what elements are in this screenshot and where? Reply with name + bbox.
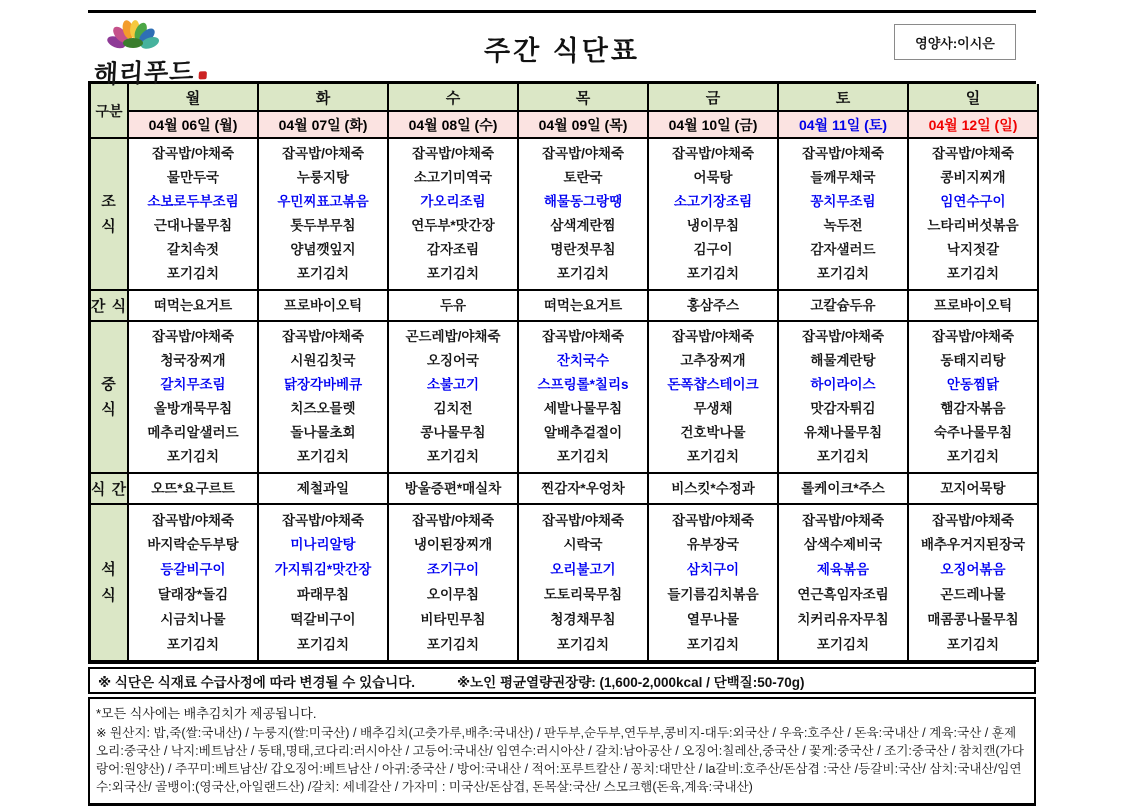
- menu-cell: [649, 291, 779, 322]
- menu-item: 해물동그랑땡: [543, 194, 623, 210]
- menu-item: 잡곡밥/야채죽: [542, 512, 624, 528]
- day-name: 수: [389, 84, 519, 112]
- menu-item: 유채나물무침: [803, 425, 883, 441]
- menu-item: 갈치무조림: [160, 377, 226, 393]
- menu-item: 잡곡밥/야채죽: [672, 512, 754, 528]
- menu-item: 갈치속젓: [166, 242, 220, 258]
- logo-stamp-icon: [198, 71, 206, 79]
- menu-item: 잔치국수: [556, 353, 610, 369]
- menu-item: 꼬지어묵탕: [940, 480, 1006, 496]
- menu-cell: [519, 474, 649, 505]
- menu-item: 맛감자튀김: [810, 401, 876, 417]
- menu-item: 제철과일: [296, 480, 350, 496]
- origin-info: ※ 원산지: 밥,죽(쌀:국내산) / 누룽지(쌀:미국산) / 배추김치(고춧가루,배추:국내산) / 판두부,순두부,연두부,콩비지-대두:외국산 / 우육:호주산 / 돈육:국내산 / 계육:국산 / 훈제오리:중국산 / 낙지:베트남산 / 동태,명태,코다리:러시아산 / 고등어:국내산/ 임연수:러시아산 / 갈치:남아공산 / 오징어:칠레산,중국산 / 꽃게:중국산 / 조기:중국산 / 참치캔(가다랑어:원양산) / 주꾸미:베트남산/ 갑오징어:베트남산 / 아귀:중국산 / 방어:국내산 / 적어:포루트칼산 / 꽁치:대만산 / la갈비:호주산/돈삼겹 :국산 /등갈비:국산/ 삼치:국내산/임연수:외국산/ 골뱅이:(영국산,아일랜드산) /갈치: 세네갈산 / 가자미 : 미국산/돈삼겹, 돈목살:국산/ 스모크햄(돈육,계육:국내산): [96, 726, 1024, 794]
- meal-plan-sheet: [88, 10, 1036, 806]
- menu-item: 안동찜닭: [946, 377, 1000, 393]
- menu-cell: [909, 505, 1039, 662]
- menu-item: 포기김치: [946, 636, 1000, 652]
- menu-cell: [779, 291, 909, 322]
- menu-item: 포기김치: [166, 449, 220, 465]
- menu-item: 포기김치: [816, 266, 870, 282]
- menu-item: 잡곡밥/야채죽: [282, 146, 364, 162]
- menu-item: 느타리버섯볶음: [927, 218, 1019, 234]
- menu-cell: [129, 474, 259, 505]
- menu-item: 소보로두부조림: [147, 194, 239, 210]
- menu-item: 포기김치: [166, 266, 220, 282]
- corner-label: 구분: [91, 84, 129, 139]
- row-label: 간 식: [91, 291, 129, 322]
- menu-cell: [259, 322, 389, 474]
- menu-cell: [129, 505, 259, 662]
- menu-item: 포기김치: [686, 449, 740, 465]
- menu-item: 곤드레밥/야채죽: [405, 329, 501, 345]
- menu-item: 포기김치: [686, 266, 740, 282]
- menu-item: 떡갈비구이: [290, 611, 356, 627]
- nutritionist-badge: 영양사:이시은: [894, 24, 1016, 60]
- menu-item: 곤드레나물: [940, 587, 1006, 603]
- menu-item: 숙주나물무침: [933, 425, 1013, 441]
- menu-item: 연두부*맛간장: [411, 218, 495, 234]
- menu-item: 가오리조림: [420, 194, 486, 210]
- menu-item: 가지튀김*맛간장: [274, 562, 372, 578]
- menu-item: 고칼슘두유: [810, 297, 876, 313]
- menu-item: 포기김치: [296, 449, 350, 465]
- menu-item: 고추장찌개: [680, 353, 746, 369]
- menu-item: 포기김치: [556, 636, 610, 652]
- menu-cell: [519, 139, 649, 291]
- menu-item: 올방개묵무침: [153, 401, 233, 417]
- menu-cell: [649, 474, 779, 505]
- menu-item: 잡곡밥/야채죽: [932, 146, 1014, 162]
- menu-item: 냉이된장찌개: [413, 537, 493, 553]
- menu-item: 잡곡밥/야채죽: [412, 146, 494, 162]
- menu-table: [88, 81, 1036, 664]
- menu-item: 포기김치: [946, 266, 1000, 282]
- menu-item: 잡곡밥/야채죽: [932, 329, 1014, 345]
- menu-item: 달래장*돌김: [157, 587, 229, 603]
- menu-item: 오징어국: [426, 353, 480, 369]
- day-date: 04월 09일 (목): [519, 112, 649, 139]
- menu-item: 임연수구이: [940, 194, 1006, 210]
- menu-item: 잡곡밥/야채죽: [672, 329, 754, 345]
- menu-cell: [389, 505, 519, 662]
- day-date: 04월 11일 (토): [779, 112, 909, 139]
- menu-item: 포기김치: [426, 266, 480, 282]
- menu-item: 김구이: [693, 242, 733, 258]
- menu-item: 잡곡밥/야채죽: [412, 512, 494, 528]
- menu-item: 닭장각바베큐: [283, 377, 363, 393]
- page-title: 주간 식단표: [484, 36, 640, 66]
- menu-cell: [779, 322, 909, 474]
- menu-cell: [779, 474, 909, 505]
- menu-cell: [519, 291, 649, 322]
- menu-cell: [129, 139, 259, 291]
- menu-cell: [519, 505, 649, 662]
- menu-item: 방울증편*매실차: [404, 480, 502, 496]
- menu-cell: [519, 322, 649, 474]
- menu-item: 잡곡밥/야채죽: [802, 146, 884, 162]
- menu-item: 스프링롤*칠리s: [537, 377, 629, 393]
- menu-item: 김치전: [433, 401, 473, 417]
- menu-cell: [909, 291, 1039, 322]
- menu-item: 무생채: [693, 401, 733, 417]
- menu-item: 해물계란탕: [810, 353, 876, 369]
- menu-item: 오리불고기: [550, 562, 616, 578]
- menu-item: 양념깻잎지: [290, 242, 356, 258]
- menu-item: 햄감자볶음: [940, 401, 1006, 417]
- menu-cell: [389, 322, 519, 474]
- menu-item: 소고기미역국: [413, 170, 493, 186]
- menu-item: 삼색계란찜: [550, 218, 616, 234]
- notice-change: ※ 식단은 식재료 수급사정에 따라 변경될 수 있습니다.: [98, 674, 415, 690]
- menu-item: 프로바이오틱: [283, 297, 363, 313]
- menu-item: 포기김치: [816, 636, 870, 652]
- menu-cell: [649, 322, 779, 474]
- menu-item: 시락국: [563, 537, 603, 553]
- menu-item: 잡곡밥/야채죽: [282, 329, 364, 345]
- notice-bar: [88, 667, 1036, 694]
- day-date: 04월 12일 (일): [909, 112, 1039, 139]
- menu-item: 배추우거지된장국: [920, 537, 1026, 553]
- menu-item: 포기김치: [556, 266, 610, 282]
- menu-item: 두유: [439, 297, 467, 313]
- menu-item: 매콤콩나물무침: [927, 611, 1019, 627]
- menu-cell: [389, 139, 519, 291]
- menu-item: 들기름김치볶음: [667, 587, 759, 603]
- menu-item: 물만두국: [166, 170, 220, 186]
- menu-item: 꽁치무조림: [810, 194, 876, 210]
- menu-item: 녹두전: [823, 218, 863, 234]
- menu-item: 포기김치: [296, 636, 350, 652]
- menu-item: 잡곡밥/야채죽: [542, 146, 624, 162]
- day-date: 04월 06일 (월): [129, 112, 259, 139]
- day-name: 금: [649, 84, 779, 112]
- menu-item: 잡곡밥/야채죽: [152, 512, 234, 528]
- menu-item: 하이라이스: [810, 377, 876, 393]
- menu-item: 포기김치: [296, 266, 350, 282]
- row-label: 석식: [91, 505, 129, 662]
- menu-item: 알배추겉절이: [543, 425, 623, 441]
- menu-item: 삼색수제비국: [803, 537, 883, 553]
- menu-cell: [779, 139, 909, 291]
- menu-item: 잡곡밥/야채죽: [802, 329, 884, 345]
- menu-item: 비타민무침: [420, 611, 486, 627]
- menu-item: 콩비지찌개: [940, 170, 1006, 186]
- menu-item: 세발나물무침: [543, 401, 623, 417]
- menu-item: 돈폭챱스테이크: [667, 377, 759, 393]
- menu-cell: [649, 139, 779, 291]
- menu-item: 연근흑임자조림: [797, 587, 889, 603]
- menu-item: 잡곡밥/야채죽: [672, 146, 754, 162]
- menu-item: 토란국: [563, 170, 603, 186]
- menu-item: 제육볶음: [816, 562, 870, 578]
- menu-item: 치커리유자무침: [797, 611, 889, 627]
- menu-item: 시원김칫국: [290, 353, 356, 369]
- day-name: 일: [909, 84, 1039, 112]
- menu-item: 명란젓무침: [550, 242, 616, 258]
- menu-item: 우민찌표고볶음: [277, 194, 369, 210]
- menu-item: 돌나물초회: [290, 425, 356, 441]
- menu-item: 떠먹는요거트: [153, 297, 233, 313]
- menu-item: 감자샐러드: [810, 242, 876, 258]
- menu-item: 누룽지탕: [296, 170, 350, 186]
- menu-item: 프로바이오틱: [933, 297, 1013, 313]
- day-name: 화: [259, 84, 389, 112]
- menu-item: 도토리묵무침: [543, 587, 623, 603]
- menu-item: 등갈비구이: [160, 562, 226, 578]
- menu-item: 냉이무침: [686, 218, 740, 234]
- menu-item: 포기김치: [426, 636, 480, 652]
- menu-item: 삼치구이: [686, 562, 740, 578]
- menu-item: 바지락순두부탕: [147, 537, 239, 553]
- menu-item: 시금치나물: [160, 611, 226, 627]
- row-label: 식 간: [91, 474, 129, 505]
- row-label: 조식: [91, 139, 129, 291]
- menu-item: 유부장국: [686, 537, 740, 553]
- menu-item: 소불고기: [426, 377, 480, 393]
- menu-cell: [129, 322, 259, 474]
- row-label: 중식: [91, 322, 129, 474]
- menu-item: 건호박나물: [680, 425, 746, 441]
- menu-cell: [779, 505, 909, 662]
- menu-item: 파래무침: [296, 587, 350, 603]
- menu-item: 떠먹는요거트: [543, 297, 623, 313]
- menu-item: 비스킷*수정과: [671, 480, 755, 496]
- menu-item: 포기김치: [816, 449, 870, 465]
- menu-item: 잡곡밥/야채죽: [932, 512, 1014, 528]
- menu-item: 콩나물무침: [420, 425, 486, 441]
- menu-cell: [389, 291, 519, 322]
- menu-cell: [259, 474, 389, 505]
- menu-item: 포기김치: [556, 449, 610, 465]
- kimchi-note: *모든 식사에는 배추김치가 제공됩니다.: [96, 706, 317, 721]
- menu-item: 근대나물무침: [153, 218, 233, 234]
- menu-item: 조기구이: [426, 562, 480, 578]
- menu-item: 잡곡밥/야채죽: [802, 512, 884, 528]
- menu-item: 롤케이크*주스: [801, 480, 885, 496]
- menu-item: 톳두부무침: [290, 218, 356, 234]
- menu-cell: [259, 505, 389, 662]
- menu-cell: [909, 139, 1039, 291]
- menu-item: 포기김치: [686, 636, 740, 652]
- menu-item: 어묵탕: [693, 170, 733, 186]
- day-name: 목: [519, 84, 649, 112]
- menu-item: 홍삼주스: [686, 297, 740, 313]
- menu-item: 포기김치: [946, 449, 1000, 465]
- menu-item: 메추리알샐러드: [147, 425, 239, 441]
- menu-cell: [259, 139, 389, 291]
- menu-item: 잡곡밥/야채죽: [282, 512, 364, 528]
- footer-box: [88, 697, 1036, 806]
- day-date: 04월 07일 (화): [259, 112, 389, 139]
- menu-item: 치즈오믈렛: [290, 401, 356, 417]
- menu-item: 청경채무침: [550, 611, 616, 627]
- day-date: 04월 10일 (금): [649, 112, 779, 139]
- menu-cell: [129, 291, 259, 322]
- menu-item: 오징어볶음: [940, 562, 1006, 578]
- menu-item: 오뜨*요구르트: [151, 480, 235, 496]
- menu-cell: [649, 505, 779, 662]
- logo-brand-text: 해리푸드: [93, 49, 275, 91]
- menu-item: 잡곡밥/야채죽: [152, 329, 234, 345]
- menu-item: 열무나물: [686, 611, 740, 627]
- menu-item: 청국장찌개: [160, 353, 226, 369]
- notice-calorie: ※노인 평균열량권장량: (1,600-2,000kcal / 단백질:50-70g): [457, 674, 805, 690]
- menu-cell: [389, 474, 519, 505]
- menu-item: 잡곡밥/야채죽: [152, 146, 234, 162]
- menu-item: 잡곡밥/야채죽: [542, 329, 624, 345]
- menu-item: 소고기장조림: [673, 194, 753, 210]
- menu-item: 포기김치: [166, 636, 220, 652]
- menu-cell: [909, 474, 1039, 505]
- page-header: [88, 13, 1036, 90]
- menu-item: 감자조림: [426, 242, 480, 258]
- menu-item: 낙지젓갈: [946, 242, 1000, 258]
- menu-item: 동태지리탕: [940, 353, 1006, 369]
- menu-cell: [259, 291, 389, 322]
- menu-cell: [909, 322, 1039, 474]
- menu-item: 들깨무채국: [810, 170, 876, 186]
- menu-item: 미나리알탕: [290, 537, 356, 553]
- menu-item: 포기김치: [426, 449, 480, 465]
- day-name: 월: [129, 84, 259, 112]
- menu-item: 오이무침: [426, 587, 480, 603]
- menu-item: 찐감자*우엉차: [541, 480, 625, 496]
- day-name: 토: [779, 84, 909, 112]
- day-date: 04월 08일 (수): [389, 112, 519, 139]
